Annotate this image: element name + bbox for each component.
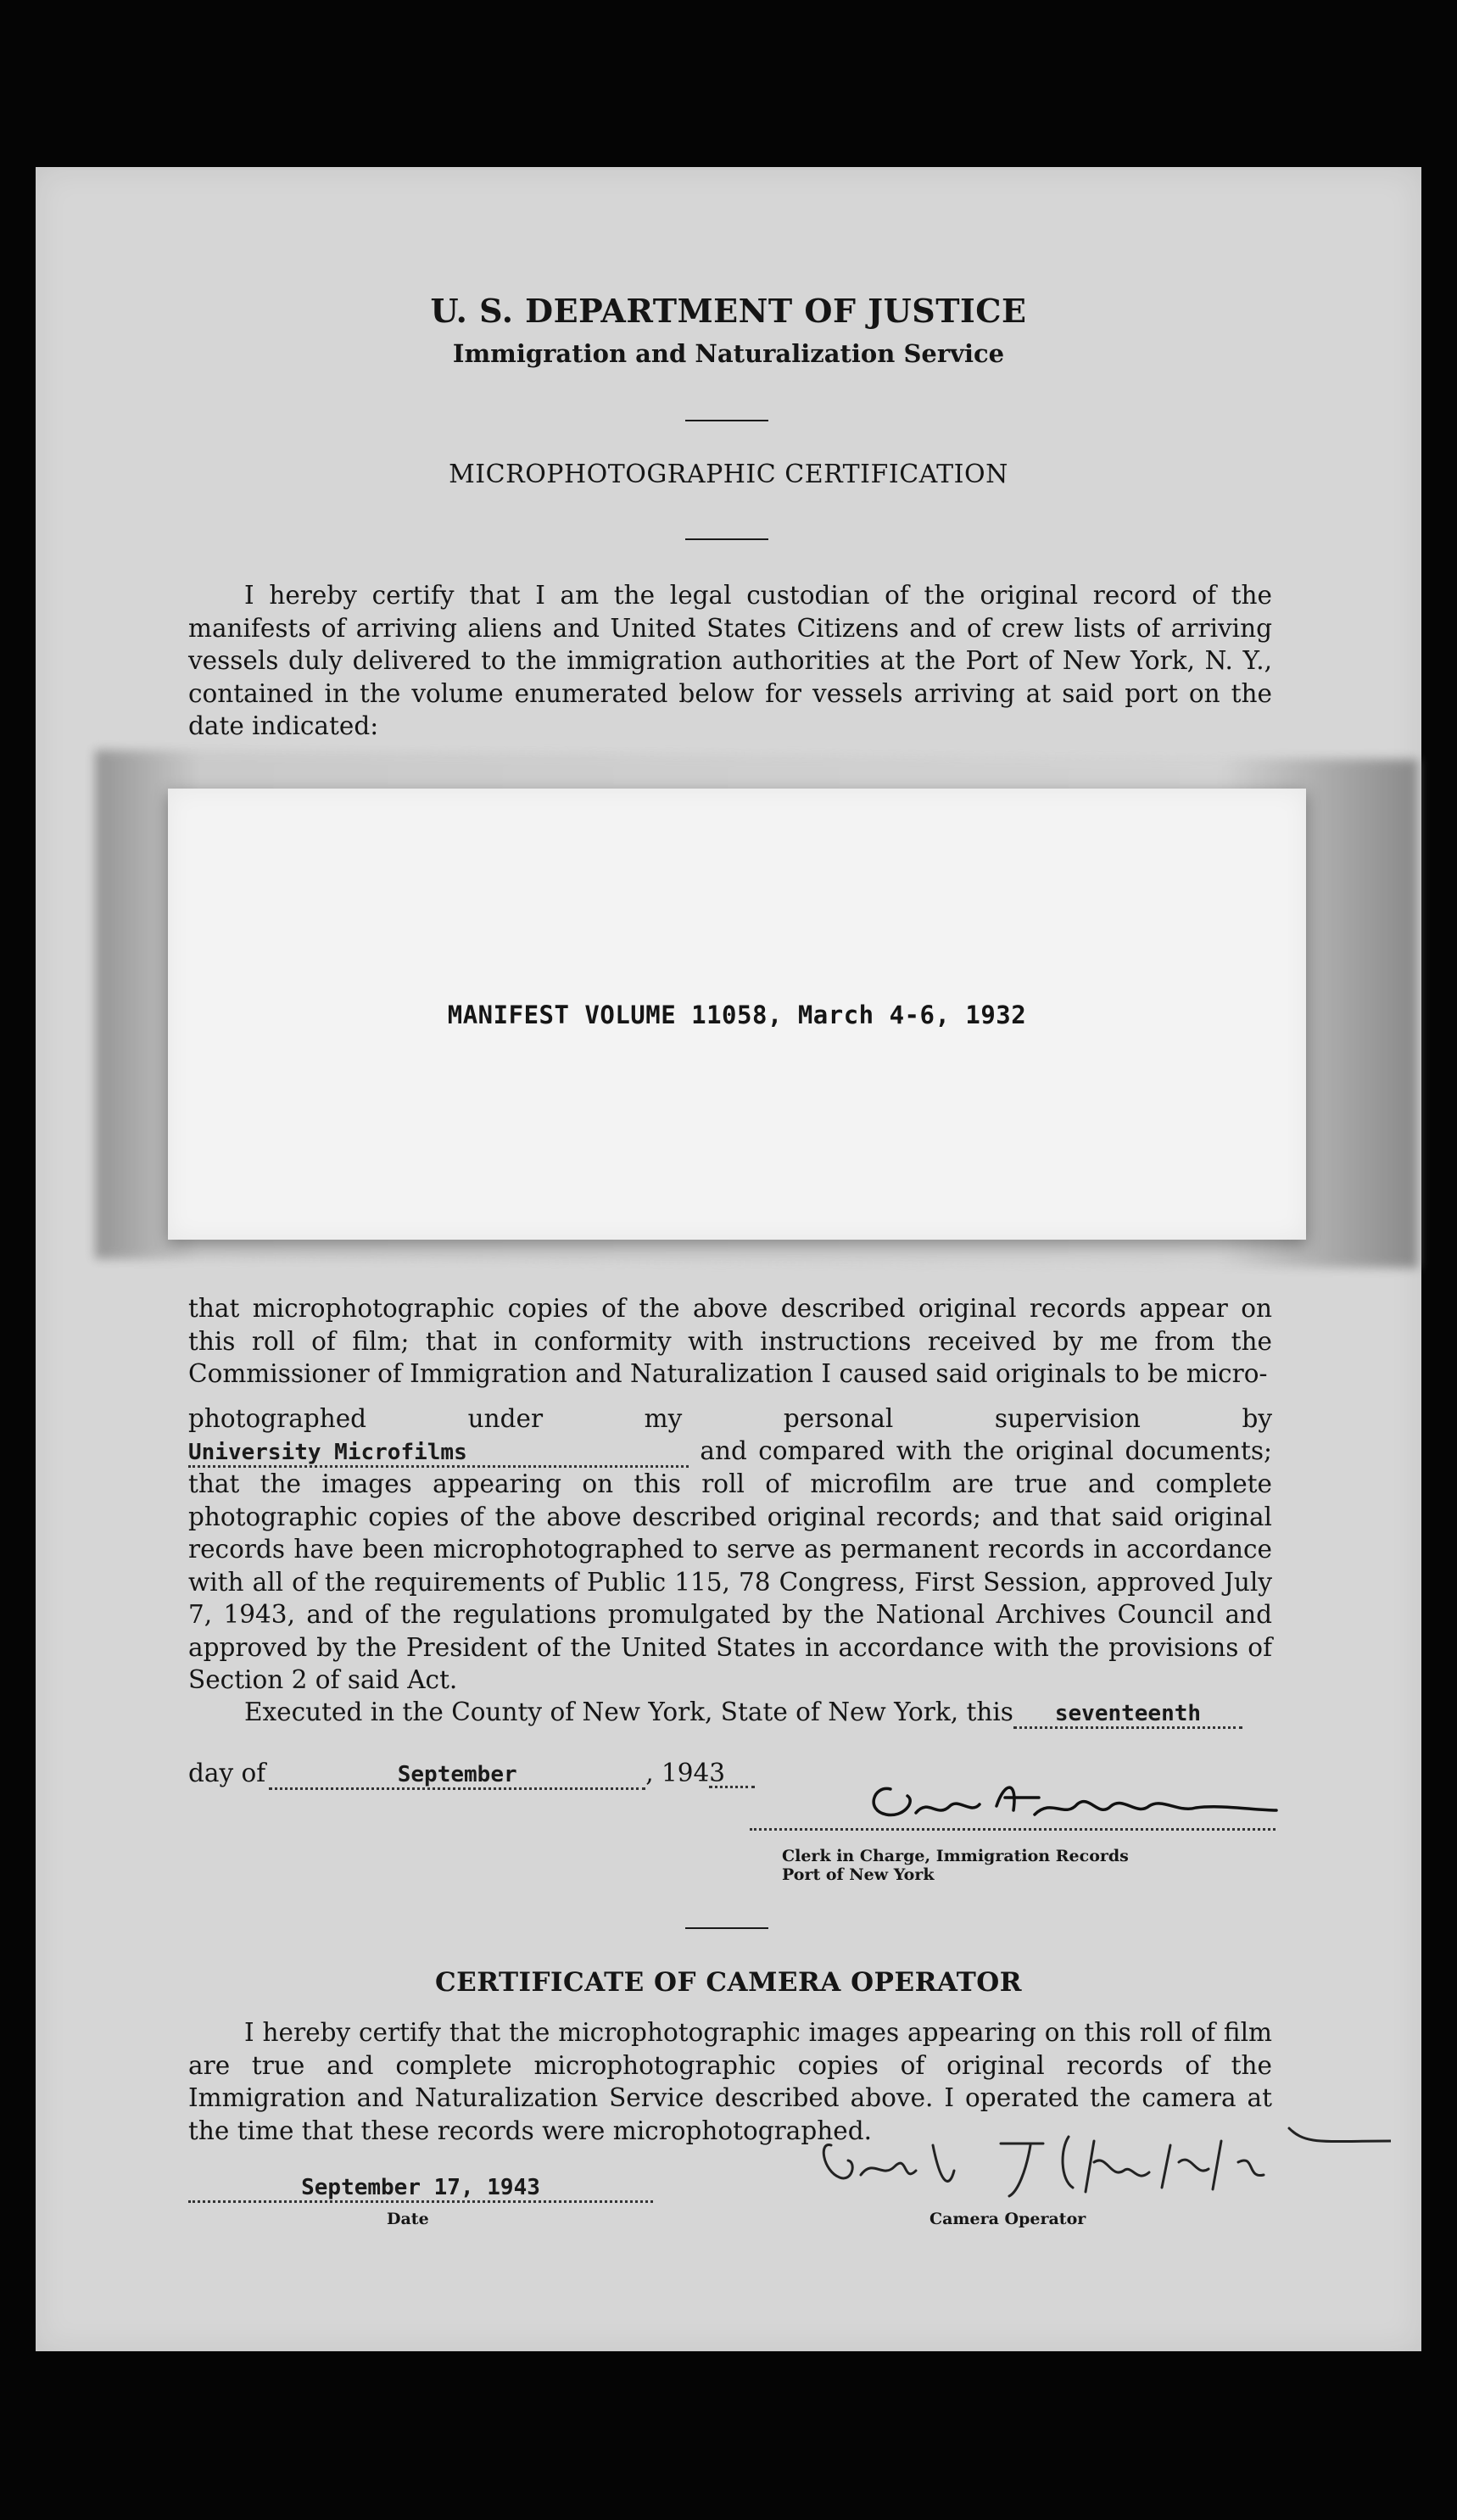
clerk-title-line1: Clerk in Charge, Immigration Records	[782, 1847, 1129, 1865]
clerk-signature	[857, 1772, 1281, 1831]
certification-paragraph	[188, 1292, 1272, 1697]
execution-year-digit: 3	[709, 1759, 726, 1787]
camera-operator-label: Camera Operator	[929, 2210, 1086, 2228]
camera-date-line	[188, 2171, 653, 2204]
execution-prefix: Executed in the County of New York, State of New York, this	[244, 1698, 1013, 1726]
execution-day-field: seventeenth	[1013, 1701, 1242, 1729]
camera-operator-signature	[814, 2111, 1391, 2213]
day-of-line	[188, 1757, 755, 1790]
divider	[685, 1927, 768, 1929]
camera-date-field: September 17, 1943	[188, 2175, 653, 2203]
execution-year-prefix: , 194	[645, 1759, 710, 1787]
execution-month-field: September	[269, 1762, 645, 1790]
certification-text-part1: that microphotographic copies of the above described original records appear on this roll of film; that in conformity with instructions received by me from the Commissioner of Immigration and Naturalization I caused said originals to be micro-	[188, 1294, 1272, 1388]
supervised-by-field: University Microfilms	[188, 1440, 689, 1468]
supervision-prefix: photographed under my personal supervision by	[188, 1403, 1272, 1433]
day-of-label: day of	[188, 1759, 266, 1787]
camera-certificate-paragraph: I hereby certify that the microphotographic images appearing on this roll of film are true and complete microphotographic copies of original records of the Immigration and Naturalization Service described above. I operated the camera at the time that these records were microphotographed.	[188, 2018, 1272, 2145]
clerk-title	[782, 1847, 1129, 1884]
divider	[685, 420, 768, 421]
certification-text-part2: and compared with the original documents; that the images appearing on this roll of microfilm are true and complete photographic copies of the above described original records; and that said original records have been microphotographed to serve as permanent records in accordance with all of the requirements of Public 115, 78 Congress, First Session, approved July 7, 1943, and of the regulations promulgated by the National Archives Council and approved by the President of the United States in accordance with the provisions of Section 2 of said Act.	[188, 1436, 1272, 1694]
department-heading: U. S. DEPARTMENT OF JUSTICE	[430, 292, 1027, 330]
clerk-signature-line	[750, 1828, 1276, 1831]
divider	[685, 538, 768, 540]
manifest-slip	[168, 789, 1306, 1240]
execution-line	[244, 1696, 1242, 1729]
certification-title: MICROPHOTOGRAPHIC CERTIFICATION	[449, 460, 1008, 489]
service-heading: Immigration and Naturalization Service	[452, 339, 1005, 368]
clerk-title-line2: Port of New York	[782, 1865, 935, 1884]
camera-date-label: Date	[387, 2210, 429, 2228]
camera-certificate-heading: CERTIFICATE OF CAMERA OPERATOR	[434, 1967, 1023, 1998]
manifest-volume-text: MANIFEST VOLUME 11058, March 4-6, 1932	[447, 1001, 1027, 1029]
custodian-paragraph: I hereby certify that I am the legal custodian of the original record of the manifests of arriving aliens and United States Citizens and of crew lists of arriving vessels duly delivered to the immigration authorities at the Port of New York, N. Y., contained in the volume enumerated below for vessels arriving at said port on the date indicated:	[188, 581, 1272, 740]
